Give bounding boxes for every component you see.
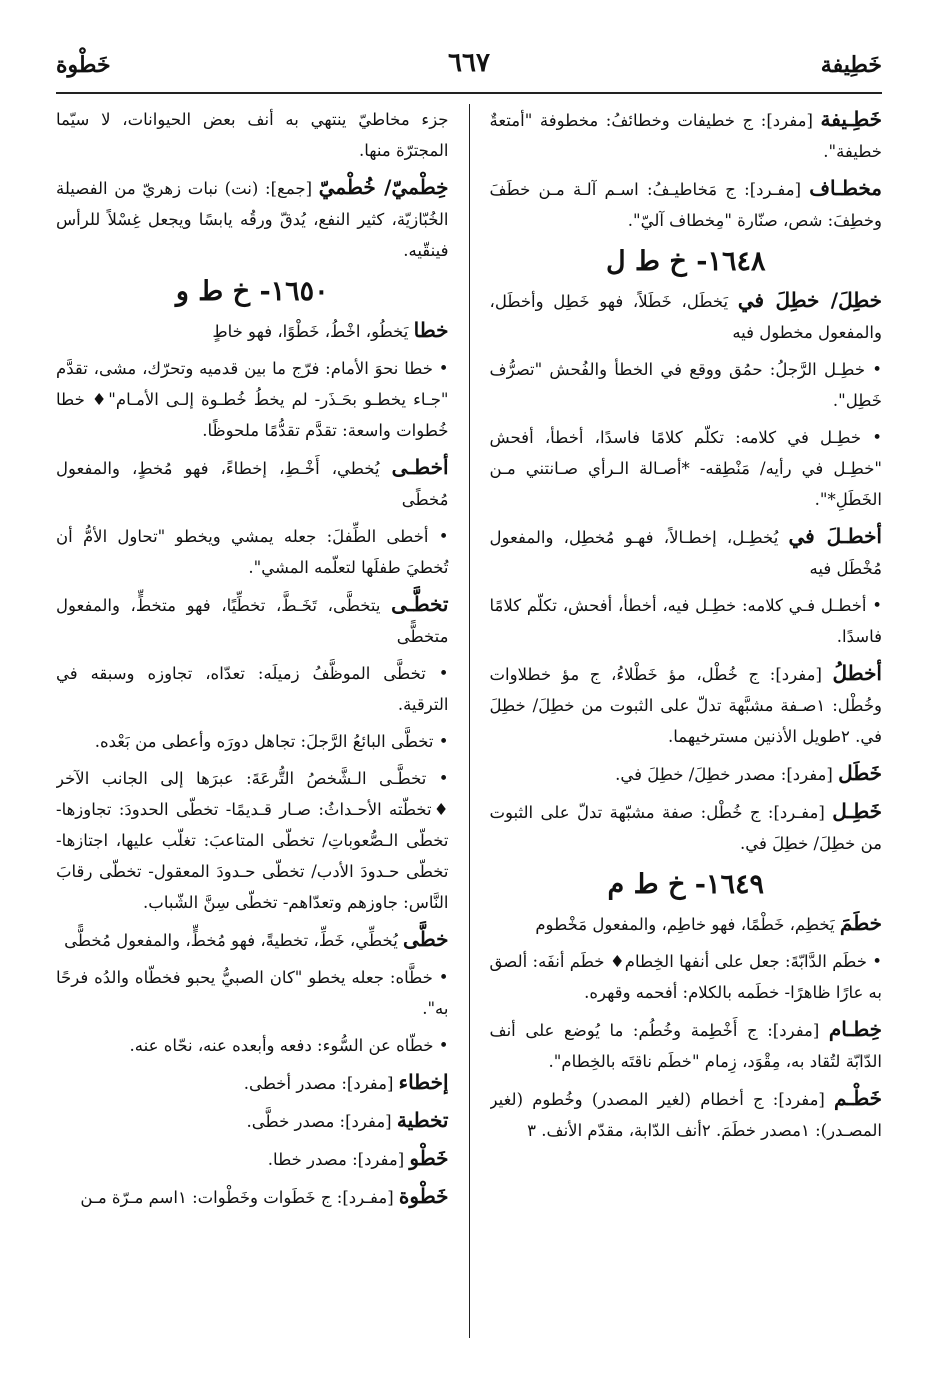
guide-word-left: خَطْوة [56, 52, 111, 78]
dictionary-entry [56, 1143, 449, 1175]
entry-definition: [مفرد]: مصدر أخطى. [243, 1074, 399, 1093]
root-heading: ١٦٤٨- خ ط ل [606, 246, 766, 277]
entry-headword: خطَّى [403, 927, 449, 951]
entry-headword: إخطاء [398, 1070, 449, 1094]
sense-line: • خطَّاه: جعله يخطو "كان الصبيُّ يحبو فخطّاه والدُه فرحًا به". [56, 968, 449, 1018]
page-number: ٦٦٧ [448, 48, 490, 78]
entry-definition: [مفرد]: مصدر خطَّى. [246, 1112, 397, 1131]
entry-definition: [مفـرد]: ج خُطْل: صفة مشبّهة تدلّ على الثبوت من خطِلَ/ خطِلَ في. [489, 803, 882, 853]
entry-headword: خِطـام [828, 1017, 882, 1041]
entry-definition: يَخطِم، خَطْمًا، فهو خاطِم، والمفعول مَخْطوم [535, 915, 840, 934]
entry-definition: يَخطُو، اخْطُ، خَطْوًا، فهو خاطٍ [212, 322, 414, 341]
sense-line: • تخطَّى الموظَّفُ زميلَه: تعدّاه، تجاوزه وسبقه في الترقية. [56, 664, 449, 714]
entry-headword: أخطـى [391, 455, 449, 479]
sense-line: • خطَم الدَّابّةَ: جعل على أنفها الخِطام♦ خطَم أنفَه: ألصق به عارًا ظاهرًا- خطَمه بالكلام: أفحمه وقهره. [489, 952, 882, 1002]
dictionary-entry [56, 1067, 449, 1099]
root-heading: ١٦٤٩- خ ط م [607, 869, 765, 900]
entry-headword: خطَمَ [839, 911, 882, 935]
sense-line: • خطِـل في كلامه: تكلّم كلامًا فاسدًا، أخطأ، أفحش "خطِـل في رأيه/ مَنْطِقه- *أصـالة الـرأي صـانتني مـن الخَطَلِ*". [489, 428, 882, 509]
entry-definition: [مفـرد]: ج مَخاطيـفُ: اسـم آلـة مـن خطَفَ وخطِفَ: شص، صنّارة "مِخطاف آليّ". [489, 180, 882, 230]
dictionary-entry [490, 173, 883, 236]
entry-definition: [جمع]: (نت) نبات زهريّ من الفصيلة الخُبّازيّة، كثير النفع، يُدقّ ورقُه يابسًا ويجعل غِسْلاً للرأس فينقّيه. [56, 179, 449, 260]
entry-definition: [مفرد]: مصدر خطا. [267, 1150, 410, 1169]
entry-headword: تخطية [396, 1108, 449, 1132]
sense-line: • خطّاه عن السُّوء: دفعه وأبعده عنه، نحّاه عنه. [129, 1036, 449, 1055]
dictionary-entry [56, 924, 449, 956]
dictionary-entry [56, 315, 449, 347]
entry-headword: خَطْـم [834, 1086, 882, 1110]
dictionary-entry [490, 1083, 883, 1146]
page-header [56, 48, 882, 94]
entry-definition: يَخطَل، خَطَلاً، فهو خَطِل وأخطَل، والمفعول مخطول فيه [489, 292, 882, 342]
dictionary-entry [56, 452, 449, 515]
entry-headword: أخطـلَ في [788, 524, 882, 548]
dictionary-entry [56, 1105, 449, 1137]
dictionary-entry [490, 908, 883, 940]
entry-definition: [مفرد]: مصدر خطِلَ/ خطِلَ في. [615, 765, 839, 784]
entry-headword: خَطَل [838, 761, 882, 785]
column-left [56, 104, 449, 1338]
sense-line: • أخطى الطِّفلَ: جعله يمشي ويخطو "تحاول الأمُّ أن تُخطيَ طفلَها لتعلّمه المشي". [56, 527, 449, 577]
entry-definition: يُخطي، أَخْـطِ، إخطاءً، فهو مُخطٍ، والمفعول مُخطًى [56, 459, 449, 509]
columns [56, 104, 882, 1338]
entry-headword: خطا [413, 318, 449, 342]
entry-headword: خَطْو [409, 1146, 449, 1170]
guide-word-right: خَطِيفة [820, 52, 882, 78]
dictionary-entry [490, 658, 883, 752]
entry-definition: [مفرد]: ج خُطْل، مؤ خَطْلاءُ، ج مؤ خطلاوات وخُطْل: ١صـفة مشبَّهة تدلّ على الثبوت من خطِلَ/ خطِلَ في. ٢طويل الأذنين مسترخيهما. [489, 665, 882, 746]
entry-definition: يُخطِـل، إخطـالاً، فهـو مُخطِل، والمفعول مُخْطَل فيه [489, 528, 882, 578]
root-heading: ١٦٥٠- خ ط و [175, 276, 329, 307]
dictionary-entry [490, 758, 883, 790]
entry-headword: خَطِـل [832, 799, 882, 823]
entry-definition: [مفرد]: ج أَخْطِمة وخُطُم: ما يُوضع على أنف الدّابّة لتُقاد به، مِقْوَد، زِمام "خطَم ناقتَه بالخِطام". [489, 1021, 882, 1071]
entry-definition: يُخطِّي، خَطِّ، تخطيةً، فهو مُخطٍّ، والمفعول مُخطًّى [64, 931, 404, 950]
column-right [490, 104, 883, 1338]
sense-line: • تخطَّى البائعُ الرَّجلَ: تجاهل دورَه وأعطى من بَعْده. [94, 732, 449, 751]
sense-line: • خطِـل الرَّجلُ: حمُق ووقع في الخطأ والفُحش "تصرُّف خَطِل". [489, 360, 882, 410]
sense-line: • خطا نحوَ الأمام: فرّج ما بين قدميه وتحرّك، مشى، تقدَّم "جـاء يخطـو بحَـذَر- لم يخطُ خُطـوة إلـى الأمـام"♦ خطا خُطوات واسعة: تقدَّم تقدُّمًا ملحوظًا. [56, 359, 449, 440]
entry-headword: خَطِـيفة [820, 107, 882, 131]
entry-definition: [مفرد]: ج أخطام (لغير المصدر) وخُطوم (لغير المصـدر): ١مصدر خطَمَ. ٢أنف الدّابة، مقدّم الأنف. ٣ [489, 1090, 882, 1140]
dictionary-entry [56, 589, 449, 652]
dictionary-entry [490, 521, 883, 584]
entry-definition: [مفـرد]: ج خَطَوات وخَطْوات: ١اسم مـرّة مـن [80, 1188, 399, 1207]
dictionary-entry [490, 1014, 883, 1077]
dictionary-entry [490, 285, 883, 348]
dictionary-entry [56, 1181, 449, 1213]
entry-headword: خَطْوة [398, 1184, 449, 1208]
column-divider [469, 104, 470, 1338]
entry-headword: خِطْميّ/ خُطْميّ [318, 175, 449, 199]
entry-headword: تخطَّـى [391, 592, 449, 616]
entry-headword: مخطـاف [809, 176, 882, 200]
dictionary-entry [490, 104, 883, 167]
entry-headword: خطِلَ/ خطِلَ في [737, 288, 882, 312]
entry-headword: أخطلُ [832, 661, 882, 685]
dictionary-entry [490, 796, 883, 859]
sense-line: • تخطَّـى الـشَّخصُ التُّرعَةَ: عبرَها إلى الجانب الآخر ♦تخطّته الأحـداثُ: صـار قـديمًا- تخطّى الحدودَ: تجاوزها- تخطّى الـصُّعوباتِ/ تخطّى المتاعبَ: تغلّب عليها، اجتازها- تخطّى حـدودَ الأدب/ تخطّى حـدودَ المعقول- تخطّى رقابَ النَّاس: جاوزهم وتعدّاهم- تخطّى سِنَّ الشّباب. [56, 769, 449, 912]
sense-line: جزء مخاطيّ ينتهي به أنف بعض الحيوانات، لا سيّما المجترّة منها. [56, 110, 449, 160]
sense-line: • أخطـل فـي كلامه: خطِـل فيه، أخطأ، أفحش، تكلّم كلامًا فاسدًا. [489, 596, 882, 646]
entry-definition: [مفرد]: ج خطيفات وخطائفُ: مخطوفة "أمتعةٌ خطيفة". [489, 111, 882, 161]
dictionary-entry [56, 172, 449, 266]
entry-definition: يتخطَّى، تَخَـطَّ، تخطِّيًا، فهو متخطٍّ، والمفعول متخطًّى [56, 596, 449, 646]
